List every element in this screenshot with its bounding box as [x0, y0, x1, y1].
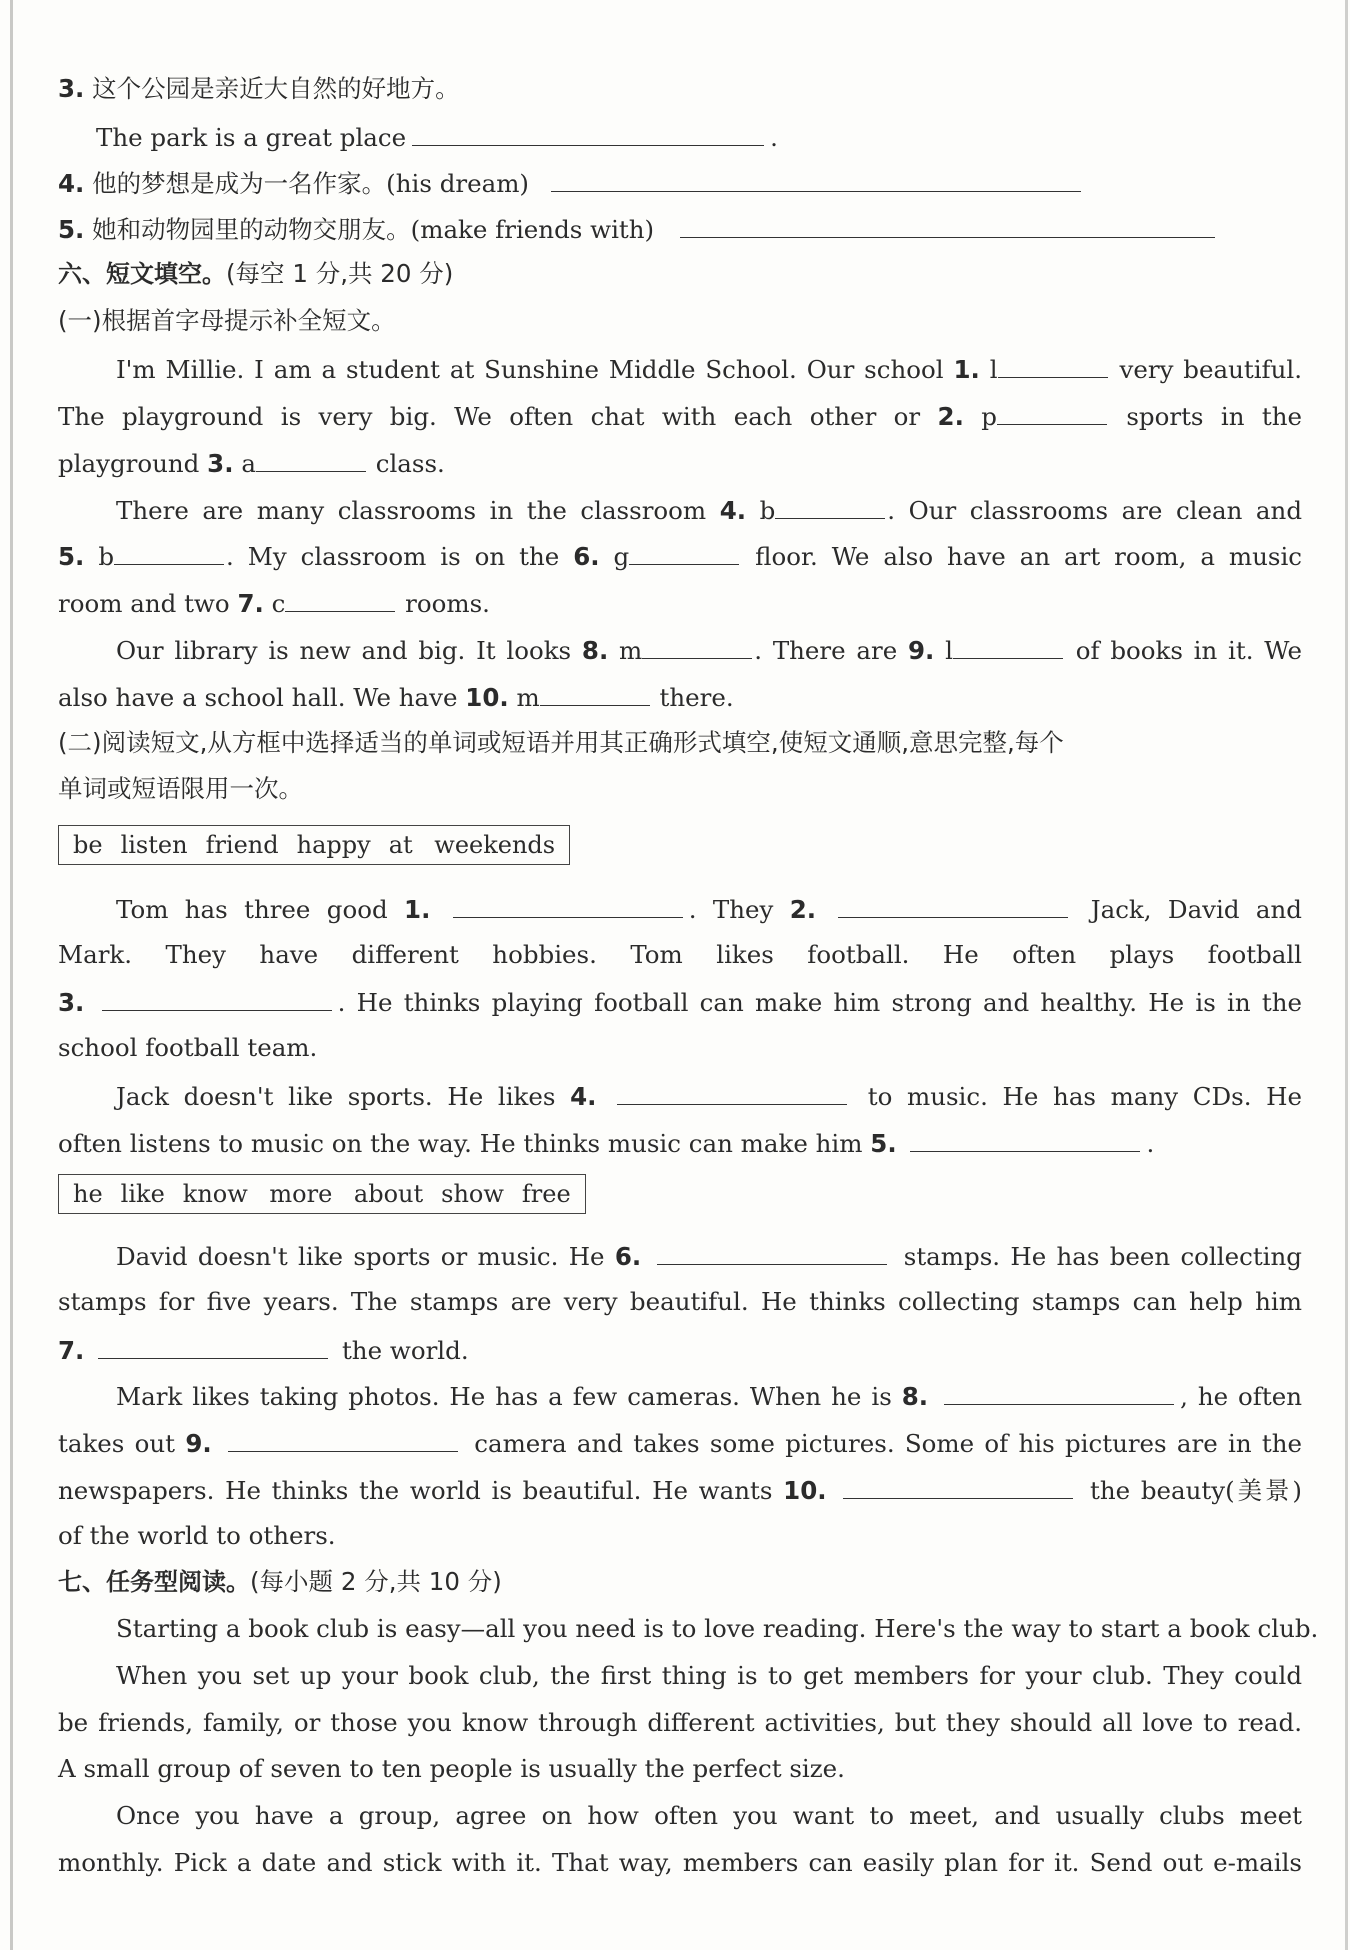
question-3-chinese: 3. 这个公园是亲近大自然的好地方。 — [58, 74, 460, 103]
passage-2-line-2: 5. b . My classroom is on the 6. g floor. We also have an art room, a music — [58, 538, 1302, 574]
answer-blank-6[interactable] — [629, 538, 739, 565]
word-box-2 — [58, 1174, 586, 1214]
part-2-instruction-line-2: 单词或短语限用一次。 — [58, 774, 303, 803]
answer-blank-t7[interactable] — [98, 1332, 328, 1359]
answer-blank-t10[interactable] — [843, 1472, 1073, 1499]
passage-1-line-3: playground 3. a class. — [58, 445, 1302, 481]
word-option: listen — [120, 831, 188, 859]
answer-blank-t4[interactable] — [617, 1078, 847, 1105]
word-box-1 — [58, 825, 570, 865]
text-tom-line-3: 3. . He thinks playing football can make him strong and healthy. He is in the — [58, 984, 1302, 1020]
word-option: at weekends — [388, 831, 556, 859]
word-option: happy — [296, 831, 371, 859]
passage-2-line-1: There are many classrooms in the classroom 4. b . Our classrooms are clean and — [116, 492, 1302, 528]
answer-blank-8[interactable] — [642, 632, 752, 659]
passage-3-line-2: also have a school hall. We have 10. m there. — [58, 679, 1302, 715]
text-david-line-1: David doesn't like sports or music. He 6. stamps. He has been collecting — [116, 1238, 1302, 1274]
word-option: friend — [205, 831, 279, 859]
word-option: free — [521, 1180, 571, 1208]
answer-blank-t5[interactable] — [910, 1125, 1140, 1152]
reading-line-1: Starting a book club is easy—all you need is to love reading. Here's the way to start a book club. — [116, 1614, 1319, 1643]
answer-blank-t8[interactable] — [944, 1378, 1174, 1405]
text-jack-line-2: often listens to music on the way. He thinks music can make him 5. . — [58, 1125, 1302, 1161]
text-mark-line-3: newspapers. He thinks the world is beautiful. He wants 10. the beauty(美景) — [58, 1472, 1302, 1508]
answer-blank-t6[interactable] — [657, 1238, 887, 1265]
answer-blank-t3[interactable] — [102, 984, 332, 1011]
text-tom-line-2: Mark. They have different hobbies. Tom likes football. He often plays football — [58, 940, 1302, 969]
page-edge-shadow — [10, 0, 13, 1950]
part-1-instruction: (一)根据首字母提示补全短文。 — [58, 306, 396, 335]
text-david-line-2: stamps for five years. The stamps are very beautiful. He thinks collecting stamps can help him — [58, 1287, 1302, 1316]
text-tom-line-1: Tom has three good 1. . They 2. Jack, David and — [116, 891, 1302, 927]
text-mark-line-4: of the world to others. — [58, 1521, 336, 1550]
word-option: like — [120, 1180, 165, 1208]
reading-line-2: When you set up your book club, the first thing is to get members for your club. They could — [116, 1661, 1302, 1690]
text-tom-line-4: school football team. — [58, 1033, 318, 1062]
passage-1-line-2: The playground is very big. We often chat with each other or 2. p sports in the — [58, 398, 1302, 434]
question-5: 5. 她和动物园里的动物交朋友。(make friends with) — [58, 211, 1302, 247]
question-3-english: The park is a great place . — [96, 119, 1282, 155]
passage-1-line-1: I'm Millie. I am a student at Sunshine Middle School. Our school 1. l very beautiful. — [116, 351, 1302, 387]
reading-line-4: A small group of seven to ten people is usually the perfect size. — [58, 1754, 845, 1783]
answer-blank[interactable] — [680, 211, 1215, 238]
text-jack-line-1: Jack doesn't like sports. He likes 4. to music. He has many CDs. He — [116, 1078, 1302, 1114]
passage-2-line-3: room and two 7. c rooms. — [58, 585, 1302, 621]
answer-blank-10[interactable] — [540, 679, 650, 706]
text-mark-line-1: Mark likes taking photos. He has a few cameras. When he is 8. , he often — [116, 1378, 1302, 1414]
reading-line-5: Once you have a group, agree on how often you want to meet, and usually clubs meet — [116, 1801, 1302, 1830]
answer-blank-t2[interactable] — [838, 891, 1068, 918]
page-edge-shadow-right — [1345, 0, 1348, 1950]
text-mark-line-2: takes out 9. camera and takes some pictures. Some of his pictures are in the — [58, 1425, 1302, 1461]
answer-blank-4[interactable] — [775, 492, 885, 519]
word-option: be — [73, 831, 103, 859]
answer-blank-3[interactable] — [256, 445, 366, 472]
word-option: he — [73, 1180, 103, 1208]
answer-blank-2[interactable] — [997, 398, 1107, 425]
answer-blank-t1[interactable] — [453, 891, 683, 918]
word-option: know more about — [182, 1180, 424, 1208]
reading-line-6: monthly. Pick a date and stick with it. That way, members can easily plan for it. Send out e-mails — [58, 1848, 1302, 1877]
answer-blank-1[interactable] — [998, 351, 1108, 378]
reading-line-3: be friends, family, or those you know through different activities, but they should all love to read. — [58, 1708, 1302, 1737]
section-7-heading: 七、任务型阅读。(每小题 2 分,共 10 分) — [58, 1567, 502, 1596]
answer-blank[interactable] — [412, 119, 764, 146]
section-6-heading: 六、短文填空。(每空 1 分,共 20 分) — [58, 259, 454, 288]
answer-blank[interactable] — [551, 165, 1081, 192]
word-option: show — [441, 1180, 504, 1208]
question-4: 4. 他的梦想是成为一名作家。(his dream) — [58, 165, 1302, 201]
part-2-instruction-line-1: (二)阅读短文,从方框中选择适当的单词或短语并用其正确形式填空,使短文通顺,意思完整,每个 — [58, 728, 1064, 757]
text-david-line-3: 7. the world. — [58, 1332, 1302, 1368]
answer-blank-t9[interactable] — [228, 1425, 458, 1452]
answer-blank-5[interactable] — [114, 538, 224, 565]
answer-blank-9[interactable] — [953, 632, 1063, 659]
answer-blank-7[interactable] — [285, 585, 395, 612]
passage-3-line-1: Our library is new and big. It looks 8. m . There are 9. l of books in it. We — [116, 632, 1302, 668]
